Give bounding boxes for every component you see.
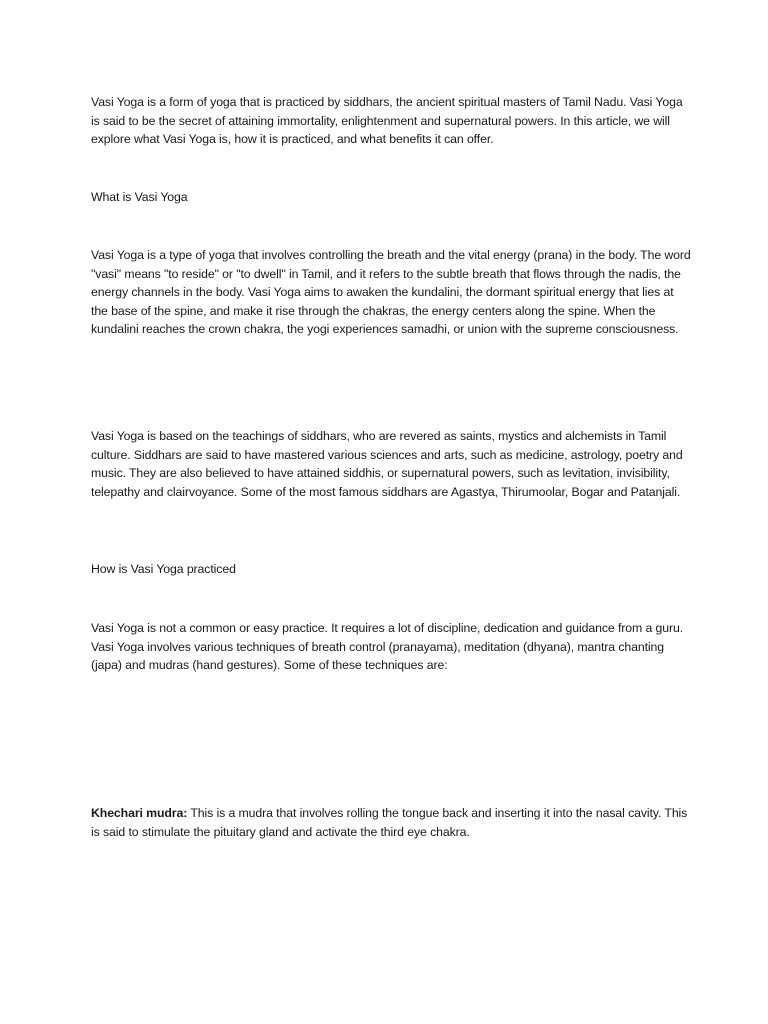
siddhars-paragraph: Vasi Yoga is based on the teachings of siddhars, who are revered as saints, mystics and alchemists in Tamil culture. Siddhars are said to have mastered various sciences and arts, such as medicine, astrology, poetry and music. They are also believed to have attained siddhis, or supernatural powers, such as levitation, invisibility, telepathy and clairvoyance. Some of the most famous siddhars are Agastya, Thirumoolar, Bogar and Patanjali.	[91, 429, 683, 499]
what-is-vasi-yoga-paragraph: Vasi Yoga is a type of yoga that involves controlling the breath and the vital energy (prana) in the body. The word "vasi" means "to reside" or "to dwell" in Tamil, and it refers to the subtle breath that flows through the nadis, the energy channels in the body. Vasi Yoga aims to awaken the kundalini, the dormant spiritual energy that lies at the base of the spine, and make it rise through the chakras, the energy centers along the spine. When the kundalini reaches the crown chakra, the yogi experiences samadhi, or union with the supreme consciousness.	[91, 248, 691, 337]
khechari-mudra-description: This is a mudra that involves rolling the tongue back and inserting it into the nasal cavity. This is said to stimulate the pituitary gland and activate the third eye chakra.	[91, 806, 688, 839]
intro-paragraph: Vasi Yoga is a form of yoga that is practiced by siddhars, the ancient spiritual masters of Tamil Nadu. Vasi Yoga is said to be the secret of attaining immortality, enlightenment and supernatural powers. In this article, we will explore what Vasi Yoga is, how it is practiced, and what benefits it can offer.	[91, 95, 683, 147]
section-heading-how-practiced: How is Vasi Yoga practiced	[91, 562, 236, 576]
section-heading-what-is-vasi-yoga: What is Vasi Yoga	[91, 190, 188, 204]
khechari-mudra-paragraph	[91, 804, 691, 841]
how-practiced-paragraph: Vasi Yoga is not a common or easy practice. It requires a lot of discipline, dedication and guidance from a guru. Vasi Yoga involves various techniques of breath control (pranayama), meditation (dhyana), mantra chanting (japa) and mudras (hand gestures). Some of these techniques are:	[91, 621, 684, 673]
khechari-mudra-label: Khechari mudra:	[91, 806, 188, 820]
